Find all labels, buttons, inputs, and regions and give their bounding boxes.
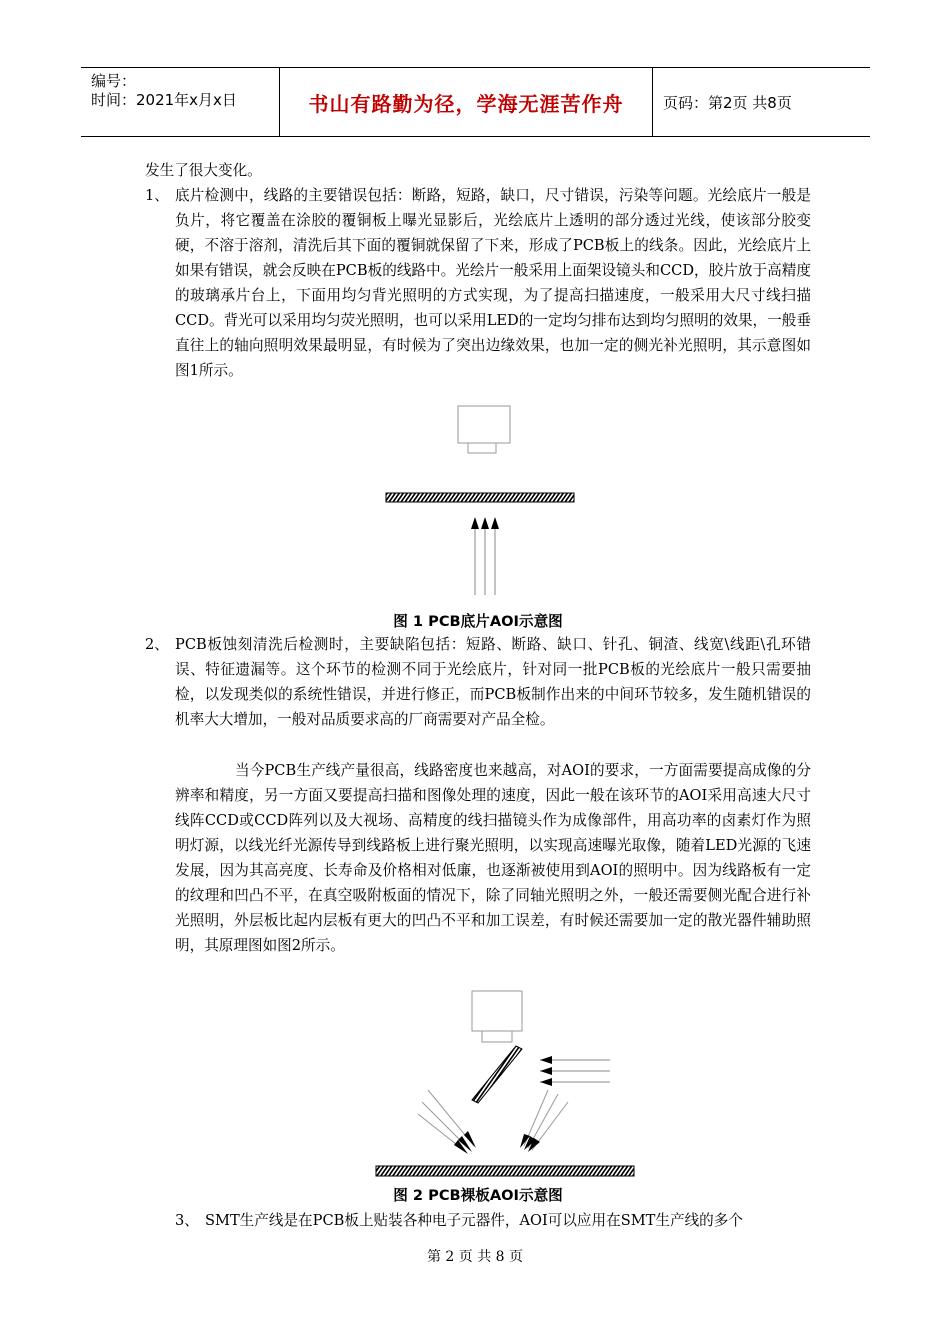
list-item-1-text: 底片检测中，线路的主要错误包括：断路，短路，缺口，尺寸错误，污染等问题。光绘底片一般是负片，将它覆盖在涂胶的覆铜板上曝光显影后，光绘底片上透明的部分透过光线，使该部分胶变硬，不溶于溶剂，清洗后其下面的覆铜就保留了下来，形成了PCB板上的线条。因此，光绘底片上如果有错误，就会反映在PCB板的线路中。光绘片一般采用上面架设镜头和CCD，胶片放于高精度的玻璃承片台上，下面用均匀背光照明的方式实现，为了提高扫描速度，一般采用大尺寸线扫描CCD。背光可以采用均匀荧光照明，也可以采用LED的一定均匀排布达到均匀照明的效果，一般垂直往上的轴向照明效果最明显，有时候为了突出边缘效果，也加一定的侧光补光照明，其示意图如图1所示。 [175,187,811,379]
date-label: 时间：2021年x月x日 [91,91,237,109]
list-item-1 [145,183,811,383]
figure-2-diagram [370,990,640,1190]
page-footer: 第 2 页 共 8 页 [426,1249,524,1265]
beam-splitter [472,1046,522,1103]
diffuse-light-right [520,1090,568,1152]
ccd-camera-icon [458,406,510,453]
page-header [81,67,870,137]
document-number-label: 编号： [91,72,137,90]
header-meta [81,68,280,136]
list-number-3: 3、 [175,1212,199,1229]
ccd-camera-icon [472,991,522,1042]
list-number-2: 2、 [145,636,169,653]
header-motto: 书山有路勤为径，学海无涯苦作舟 [280,68,653,136]
list-item-3-text: SMT生产线是在PCB板上贴装各种电子元器件，AOI可以应用在SMT生产线的多个 [205,1212,743,1229]
figure-1-diagram [380,405,580,605]
list-item-3 [175,1208,811,1233]
header-page-number: 页码：第2页 共8页 [663,93,792,112]
body-paragraph-2: 当今PCB生产线产量很高，线路密度也来越高，对AOI的要求，一方面需要提高成像的分辨率和精度，另一方面又要提高扫描和图像处理的速度，因此一般在该环节的AOI采用高速大尺寸线阵CCD或CCD阵列以及大视场、高精度的线扫描镜头作为成像部件，用高功率的卤素灯作为照明灯源，以线光纤光源传导到线路板上进行聚光照明，以实现高速曝光取像，随着LED光源的飞速发展，因为其高亮度、长寿命及价格相对低廉，也逐渐被使用到AOI的照明中。因为线路板有一定的纹理和凹凸不平，在真空吸附板面的情况下，除了同轴光照明之外，一般还需要侧光配合进行补光照明，外层板比起内层板有更大的凹凸不平和加工误差，有时候还需要加一定的散光器件辅助照明，其原理图如图2所示。 [175,762,811,954]
pcb-board [376,1166,634,1176]
backlight-arrows [471,517,499,595]
list-item-2-text: PCB板蚀刻清洗后检测时，主要缺陷包括：短路、断路、缺口、针孔、铜渣、线宽\线距\孔环错误、特征遗漏等。这个环节的检测不同于光绘底片，针对同一批PCB板的光绘底片一般只需要抽检，以发现类似的系统性错误，并进行修正，而PCB板制作出来的中间环节较多，发生随机错误的机率大大增加，一般对品质要求高的厂商需要对产品全检。 [175,636,811,728]
diffuse-light-left [418,1090,476,1154]
figure-2-caption: 图 2 PCB裸板AOI示意图 [393,1187,563,1204]
list-item-2 [145,632,811,732]
film-plate [386,493,574,502]
figure-1-caption: 图 1 PCB底片AOI示意图 [393,613,563,630]
side-light-arrows [540,1056,610,1086]
intro-paragraph: 发生了很大变化。 [145,162,262,179]
list-number-1: 1、 [145,187,169,204]
